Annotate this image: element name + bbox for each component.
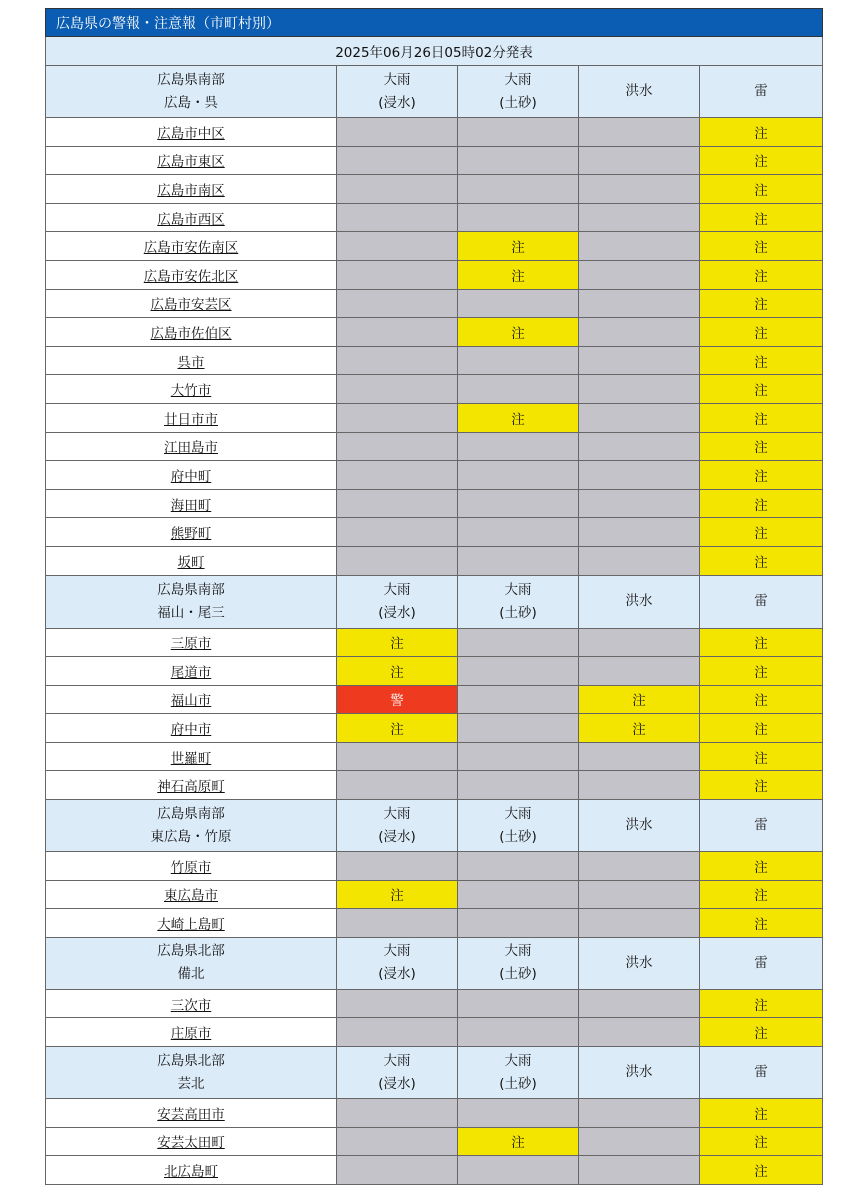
status-none-cell (337, 518, 458, 547)
status-none-cell (579, 771, 700, 800)
region-subarea: 東広島・竹原 (150, 828, 232, 845)
status-none-cell (458, 714, 579, 743)
status-none-cell (337, 461, 458, 490)
rain-flood-header (337, 575, 458, 628)
status-advisory-cell: 注 (458, 260, 579, 289)
city-name-cell (46, 546, 337, 575)
city-row (46, 489, 823, 518)
rain-flood-header-label: 大雨 (383, 581, 411, 598)
city-name-cell (46, 461, 337, 490)
city-link[interactable]: 府中市 (170, 722, 212, 739)
status-advisory-cell: 注 (700, 1156, 823, 1185)
city-row (46, 685, 823, 714)
region-header-row (46, 937, 823, 989)
rain-flood-header-sublabel: (浸水) (378, 1075, 416, 1092)
status-none-cell (579, 989, 700, 1018)
status-none-cell (579, 880, 700, 909)
city-link[interactable]: 海田町 (170, 497, 212, 514)
status-advisory-cell: 注 (700, 628, 823, 657)
status-none-cell (579, 232, 700, 261)
status-advisory-cell: 注 (700, 989, 823, 1018)
flood-header (579, 66, 700, 118)
status-none-cell (458, 685, 579, 714)
status-none-cell (458, 657, 579, 686)
status-advisory-cell: 注 (579, 714, 700, 743)
region-header-row (46, 575, 823, 628)
status-none-cell (337, 346, 458, 375)
city-name-cell (46, 118, 337, 147)
city-row (46, 175, 823, 204)
status-advisory-cell: 注 (700, 146, 823, 175)
city-row (46, 1156, 823, 1185)
rain-flood-header-sublabel: (浸水) (378, 94, 416, 111)
rain-landslide-header (458, 575, 579, 628)
status-advisory-cell: 注 (700, 546, 823, 575)
rain-flood-header-label: 大雨 (383, 805, 411, 822)
city-link[interactable]: 呉市 (177, 354, 205, 371)
city-link[interactable]: 三原市 (170, 636, 212, 653)
status-none-cell (337, 989, 458, 1018)
city-name-cell (46, 852, 337, 881)
city-name-cell (46, 989, 337, 1018)
status-none-cell (579, 1156, 700, 1185)
city-row (46, 546, 823, 575)
status-none-cell (458, 742, 579, 771)
region-header-row (46, 800, 823, 852)
status-advisory-cell: 注 (700, 375, 823, 404)
city-name-cell (46, 232, 337, 261)
city-link[interactable]: 神石高原町 (157, 779, 225, 796)
status-none-cell (458, 118, 579, 147)
city-name-cell (46, 1127, 337, 1156)
city-row (46, 714, 823, 743)
status-advisory-cell: 注 (700, 657, 823, 686)
region-area: 広島県南部 (157, 71, 225, 88)
thunder-header-label: 雷 (754, 954, 768, 971)
status-none-cell (337, 1156, 458, 1185)
city-row (46, 146, 823, 175)
rain-flood-header-sublabel: (浸水) (378, 828, 416, 845)
status-none-cell (579, 546, 700, 575)
status-none-cell (579, 852, 700, 881)
city-link[interactable]: 広島市安佐北区 (143, 268, 239, 285)
page-title: 広島県の警報・注意報（市町村別） (46, 9, 823, 37)
status-none-cell (579, 346, 700, 375)
region-name (46, 937, 337, 989)
city-link[interactable]: 庄原市 (170, 1026, 212, 1043)
city-row (46, 657, 823, 686)
issued-timestamp: 2025年06月26日05時02分発表 (46, 37, 823, 66)
flood-header-label: 洪水 (625, 1064, 653, 1081)
city-link[interactable]: 福山市 (170, 693, 212, 710)
rain-landslide-header-label: 大雨 (504, 805, 532, 822)
status-advisory-cell: 注 (700, 118, 823, 147)
status-none-cell (579, 657, 700, 686)
city-link[interactable]: 廿日市市 (164, 411, 218, 428)
status-none-cell (337, 118, 458, 147)
city-name-cell (46, 742, 337, 771)
status-none-cell (337, 909, 458, 938)
status-none-cell (337, 232, 458, 261)
status-none-cell (458, 175, 579, 204)
rain-landslide-header-label: 大雨 (504, 1052, 532, 1069)
region-area: 広島県南部 (157, 581, 225, 598)
city-row (46, 852, 823, 881)
status-none-cell (337, 403, 458, 432)
status-none-cell (458, 375, 579, 404)
region-subarea: 芸北 (177, 1075, 205, 1092)
thunder-header (700, 1047, 823, 1099)
status-advisory-cell: 注 (700, 346, 823, 375)
city-name-cell (46, 1156, 337, 1185)
flood-header (579, 1047, 700, 1099)
city-name-cell (46, 657, 337, 686)
rain-flood-header (337, 800, 458, 852)
rain-landslide-header (458, 1047, 579, 1099)
region-subarea: 広島・呉 (164, 94, 218, 111)
city-row (46, 375, 823, 404)
status-advisory-cell: 注 (458, 1127, 579, 1156)
status-advisory-cell: 注 (700, 232, 823, 261)
region-header-row (46, 1047, 823, 1099)
status-none-cell (337, 546, 458, 575)
city-row (46, 880, 823, 909)
status-none-cell (337, 260, 458, 289)
city-link[interactable]: 大崎上島町 (157, 917, 225, 934)
status-none-cell (458, 346, 579, 375)
city-name-cell (46, 771, 337, 800)
region-area: 広島県北部 (157, 1052, 225, 1069)
warning-table (45, 8, 823, 1185)
thunder-header-label: 雷 (754, 1064, 768, 1081)
city-link[interactable]: 東広島市 (164, 888, 218, 905)
flood-header-label: 洪水 (625, 593, 653, 609)
city-row (46, 742, 823, 771)
rain-landslide-header (458, 937, 579, 989)
status-none-cell (579, 1099, 700, 1128)
city-link[interactable]: 広島市東区 (157, 154, 225, 171)
region-name (46, 800, 337, 852)
flood-header-label: 洪水 (625, 83, 653, 99)
city-link[interactable]: 大竹市 (170, 383, 212, 400)
city-link[interactable]: 竹原市 (170, 859, 212, 876)
status-none-cell (579, 175, 700, 204)
region-area: 広島県南部 (157, 805, 225, 822)
rain-flood-header-sublabel: (浸水) (378, 966, 416, 983)
status-advisory-cell: 注 (700, 909, 823, 938)
city-row (46, 909, 823, 938)
status-advisory-cell: 注 (700, 771, 823, 800)
status-advisory-cell: 注 (700, 1127, 823, 1156)
status-none-cell (337, 852, 458, 881)
rain-flood-header (337, 937, 458, 989)
status-advisory-cell: 注 (700, 289, 823, 318)
city-row (46, 260, 823, 289)
status-advisory-cell: 注 (700, 318, 823, 347)
city-name-cell (46, 346, 337, 375)
city-name-cell (46, 260, 337, 289)
status-none-cell (337, 742, 458, 771)
city-name-cell (46, 1099, 337, 1128)
status-advisory-cell: 注 (700, 852, 823, 881)
status-none-cell (579, 489, 700, 518)
city-row (46, 989, 823, 1018)
rain-landslide-header-sublabel: (土砂) (499, 828, 537, 845)
status-none-cell (458, 880, 579, 909)
rain-landslide-header-label: 大雨 (504, 943, 532, 960)
city-row (46, 318, 823, 347)
status-advisory-cell: 注 (700, 685, 823, 714)
status-none-cell (337, 289, 458, 318)
status-none-cell (579, 628, 700, 657)
status-advisory-cell: 注 (337, 714, 458, 743)
city-row (46, 1018, 823, 1047)
status-advisory-cell: 注 (700, 203, 823, 232)
city-link[interactable]: 広島市西区 (157, 211, 225, 228)
city-name-cell (46, 318, 337, 347)
status-advisory-cell: 注 (337, 657, 458, 686)
status-none-cell (579, 203, 700, 232)
status-advisory-cell: 注 (700, 432, 823, 461)
city-row (46, 289, 823, 318)
region-header-row (46, 66, 823, 118)
status-none-cell (458, 489, 579, 518)
status-advisory-cell: 注 (700, 461, 823, 490)
status-none-cell (579, 403, 700, 432)
status-none-cell (579, 375, 700, 404)
flood-header-label: 洪水 (625, 954, 653, 971)
status-none-cell (579, 1127, 700, 1156)
region-name (46, 575, 337, 628)
status-advisory-cell: 注 (579, 685, 700, 714)
status-none-cell (579, 118, 700, 147)
status-none-cell (458, 546, 579, 575)
status-none-cell (458, 852, 579, 881)
status-none-cell (337, 318, 458, 347)
city-link[interactable]: 尾道市 (170, 664, 212, 681)
thunder-header-label: 雷 (754, 593, 768, 609)
status-none-cell (458, 1099, 579, 1128)
thunder-header (700, 575, 823, 628)
status-none-cell (579, 146, 700, 175)
city-link[interactable]: 広島市南区 (157, 182, 225, 199)
thunder-header (700, 937, 823, 989)
status-advisory-cell: 注 (700, 489, 823, 518)
status-none-cell (337, 203, 458, 232)
status-none-cell (579, 1018, 700, 1047)
city-name-cell (46, 403, 337, 432)
status-advisory-cell: 注 (700, 518, 823, 547)
status-advisory-cell: 注 (458, 403, 579, 432)
rain-landslide-header-sublabel: (土砂) (499, 966, 537, 983)
city-row (46, 518, 823, 547)
city-name-cell (46, 628, 337, 657)
status-none-cell (337, 175, 458, 204)
status-none-cell (579, 518, 700, 547)
status-none-cell (579, 289, 700, 318)
status-none-cell (337, 1127, 458, 1156)
status-none-cell (458, 771, 579, 800)
city-link[interactable]: 世羅町 (170, 750, 212, 767)
city-link[interactable]: 広島市安佐南区 (143, 240, 239, 257)
city-link[interactable]: 三次市 (170, 997, 212, 1014)
city-row (46, 1127, 823, 1156)
status-none-cell (458, 989, 579, 1018)
city-name-cell (46, 289, 337, 318)
city-link[interactable]: 坂町 (177, 554, 205, 571)
region-name (46, 66, 337, 118)
status-none-cell (579, 461, 700, 490)
status-none-cell (579, 742, 700, 771)
city-row (46, 118, 823, 147)
status-none-cell (579, 909, 700, 938)
city-name-cell (46, 489, 337, 518)
thunder-header-label: 雷 (754, 817, 768, 834)
city-name-cell (46, 203, 337, 232)
warning-table-container (45, 8, 822, 1185)
status-none-cell (458, 1156, 579, 1185)
city-link[interactable]: 広島市安芸区 (150, 297, 232, 314)
rain-landslide-header-sublabel: (土砂) (499, 94, 537, 111)
status-advisory-cell: 注 (458, 232, 579, 261)
city-link[interactable]: 府中町 (170, 468, 212, 485)
status-none-cell (579, 318, 700, 347)
status-advisory-cell: 注 (700, 175, 823, 204)
city-name-cell (46, 909, 337, 938)
city-name-cell (46, 146, 337, 175)
flood-header-label: 洪水 (625, 817, 653, 834)
city-name-cell (46, 685, 337, 714)
city-row (46, 432, 823, 461)
city-row (46, 771, 823, 800)
status-none-cell (458, 203, 579, 232)
status-none-cell (579, 432, 700, 461)
status-none-cell (337, 771, 458, 800)
status-advisory-cell: 注 (700, 1099, 823, 1128)
rain-landslide-header-label: 大雨 (504, 581, 532, 598)
status-advisory-cell: 注 (700, 880, 823, 909)
city-row (46, 403, 823, 432)
region-area: 広島県北部 (157, 943, 225, 960)
city-row (46, 232, 823, 261)
city-link[interactable]: 広島市中区 (157, 125, 225, 142)
thunder-header-label: 雷 (754, 83, 768, 99)
flood-header (579, 575, 700, 628)
rain-landslide-header (458, 800, 579, 852)
city-name-cell (46, 714, 337, 743)
city-link[interactable]: 江田島市 (164, 440, 218, 457)
status-warning-cell: 警 (337, 685, 458, 714)
rain-landslide-header-sublabel: (土砂) (499, 604, 537, 621)
region-subarea: 備北 (177, 966, 205, 983)
status-none-cell (337, 1099, 458, 1128)
rain-flood-header-label: 大雨 (383, 943, 411, 960)
rain-landslide-header-label: 大雨 (504, 71, 532, 88)
city-name-cell (46, 880, 337, 909)
status-none-cell (579, 260, 700, 289)
rain-landslide-header-sublabel: (土砂) (499, 1075, 537, 1092)
status-advisory-cell: 注 (700, 742, 823, 771)
city-row (46, 346, 823, 375)
city-row (46, 628, 823, 657)
rain-flood-header-label: 大雨 (383, 1052, 411, 1069)
status-none-cell (337, 146, 458, 175)
city-name-cell (46, 1018, 337, 1047)
rain-flood-header-label: 大雨 (383, 71, 411, 88)
status-advisory-cell: 注 (458, 318, 579, 347)
city-link[interactable]: 広島市佐伯区 (150, 325, 232, 342)
status-none-cell (458, 146, 579, 175)
city-link[interactable]: 北広島町 (164, 1164, 218, 1181)
city-name-cell (46, 432, 337, 461)
thunder-header (700, 66, 823, 118)
status-advisory-cell: 注 (337, 628, 458, 657)
region-name (46, 1047, 337, 1099)
thunder-header (700, 800, 823, 852)
status-none-cell (337, 432, 458, 461)
status-none-cell (337, 375, 458, 404)
rain-flood-header-sublabel: (浸水) (378, 604, 416, 621)
rain-flood-header (337, 66, 458, 118)
status-advisory-cell: 注 (700, 260, 823, 289)
city-name-cell (46, 518, 337, 547)
status-advisory-cell: 注 (700, 1018, 823, 1047)
region-subarea: 福山・尾三 (157, 604, 225, 621)
status-none-cell (337, 489, 458, 518)
city-row (46, 461, 823, 490)
status-none-cell (458, 1018, 579, 1047)
flood-header (579, 937, 700, 989)
city-row (46, 1099, 823, 1128)
status-none-cell (458, 518, 579, 547)
city-link[interactable]: 安芸太田町 (157, 1135, 225, 1152)
status-none-cell (458, 909, 579, 938)
city-link[interactable]: 安芸高田市 (157, 1106, 225, 1123)
status-none-cell (458, 289, 579, 318)
rain-landslide-header (458, 66, 579, 118)
status-none-cell (458, 432, 579, 461)
status-none-cell (458, 628, 579, 657)
city-name-cell (46, 375, 337, 404)
city-name-cell (46, 175, 337, 204)
status-advisory-cell: 注 (337, 880, 458, 909)
city-link[interactable]: 熊野町 (170, 526, 212, 543)
status-none-cell (458, 461, 579, 490)
city-row (46, 203, 823, 232)
flood-header (579, 800, 700, 852)
rain-flood-header (337, 1047, 458, 1099)
status-advisory-cell: 注 (700, 403, 823, 432)
status-none-cell (337, 1018, 458, 1047)
status-advisory-cell: 注 (700, 714, 823, 743)
